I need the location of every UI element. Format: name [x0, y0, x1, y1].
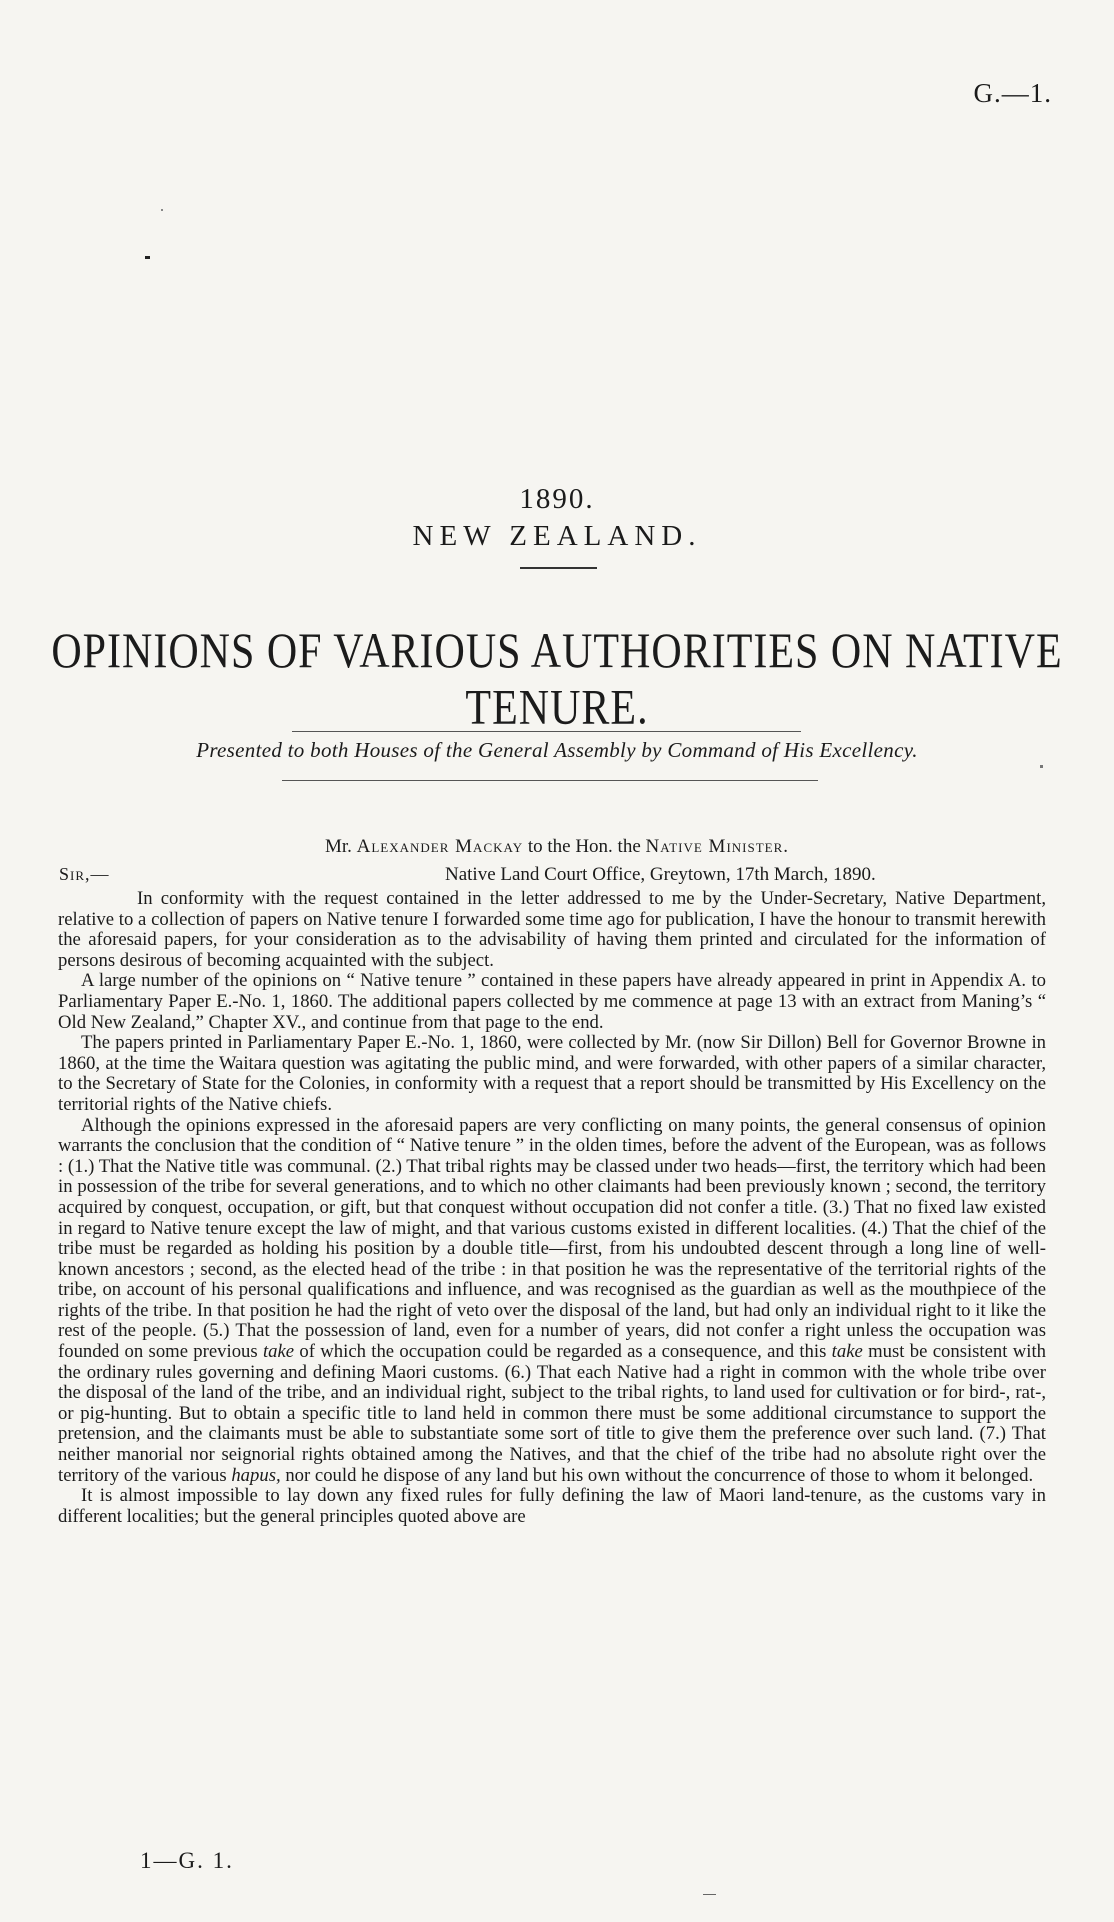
- text-run: must be consistent with the ordinary rules governing and defining Maori customs. (6.) That each Native had a right in common with the whole tribe over the disposal of the land of the tribe, and an individual right, subject to the tribal rights, to land used for cultivation or for bird-, rat-, or pig-hunting. But to obtain a specific title to land held in common there must be some additional circumstance to support the pretension, and the claimants must be able to substantiate some sort of title to give them the preference over such land. (7.) That neither manorial nor seignorial rights obtained among the Natives, and that the chief of the tribe had no absolute right over the territory of the various: [58, 1341, 1046, 1486]
- ink-speck: [1040, 765, 1043, 768]
- dateline: Native Land Court Office, Greytown, 17th March, 1890.: [445, 864, 876, 885]
- letter-heading: [0, 836, 1114, 858]
- ink-speck: [703, 1894, 716, 1895]
- sender-title: Mr.: [324, 836, 352, 857]
- country: NEW ZEALAND.: [412, 520, 702, 552]
- divider: [520, 567, 597, 569]
- paragraph: A large number of the opinions on “ Native tenure ” contained in these papers have already appeared in print in Appendix A. to Parliamentary Paper E.-No. 1, 1860. The additional papers collected by me commence at page 13 with an extract from Maning’s “ Old New Zealand,” Chapter XV., and continue from that page to the end.: [58, 970, 1046, 1033]
- paragraph: [58, 1116, 1046, 1487]
- recipient-name: Native Minister.: [645, 836, 790, 857]
- paragraph: In conformity with the request contained in the letter addressed to me by the Under-Secretary, Native Department, relative to a collection of papers on Native tenure I forwarded some time ago for publication, I have the honour to transmit herewith the aforesaid papers, for your consideration as to the advisability of having them printed and circulated for the information of persons desirous of becoming acquainted with the subject.: [58, 888, 1046, 971]
- salutation: Sir,—: [59, 864, 110, 884]
- recipient-prefix: to the Hon. the: [527, 836, 641, 857]
- text-run: of which the occupation could be regarded as a consequence, and this: [299, 1341, 827, 1363]
- sender-name: Alexander Mackay: [356, 836, 524, 857]
- maori-term: take: [831, 1341, 863, 1363]
- presentation-line: Presented to both Houses of the General Assembly by Command of His Excellency.: [196, 738, 918, 762]
- paragraph: It is almost impossible to lay down any fixed rules for fully defining the law of Maori land-tenure, as the customs vary in different localities; but the general principles quoted above are: [58, 1485, 1046, 1527]
- divider: [282, 780, 818, 781]
- ink-speck: [161, 209, 163, 211]
- text-run: Although the opinions expressed in the aforesaid papers are very conflicting on many points, the general consensus of opinion warrants the conclusion that the condition of “ Native tenure ” in the olden times, before the advent of the European, was as follows : (1.) That the Native title was communal. (2.) That tribal rights may be classed under two heads—first, the territory which had been in possession of the tribe for several generations, and to which no other claimants had been previously known ; second, the territory acquired by conquest, occupation, or gift, but that conquest without occupation did not confer a title. (3.) That no fixed law existed in regard to Native tenure except the law of might, and that various customs existed in different localities. (4.) That the chief of the tribe must be regarded as holding his position by a double title—first, from his undoubted descent through a long line of well-known ancestors ; second, as the elected head of the tribe : in that position he was the representative of the territorial rights of the tribe, on account of his personal qualifications and influence, and was recognised as the guardian as well as the mouthpiece of the rights of the tribe. In that position he had the right of veto over the disposal of the land, but had only an individual right to it like the rest of the people. (5.) That the possession of land, even for a number of years, did not confer a right unless the occupation was founded on some previous: [58, 1114, 1046, 1363]
- page-signature: 1—G. 1.: [140, 1848, 234, 1873]
- maori-term: hapus,: [231, 1464, 281, 1486]
- letter-body: [58, 889, 1046, 1527]
- document-id: G.—1.: [973, 78, 1052, 108]
- maori-term: take: [262, 1341, 295, 1363]
- document-title: OPINIONS OF VARIOUS AUTHORITIES ON NATIVE TENURE.: [51, 624, 1063, 736]
- ink-speck: [145, 256, 150, 259]
- year: 1890.: [519, 483, 595, 515]
- paragraph: The papers printed in Parliamentary Paper E.-No. 1, 1860, were collected by Mr. (now Sir Dillon) Bell for Governor Browne in 1860, at the time the Waitara question was agitating the public mind, and were forwarded, with other papers of a similar character, to the Secretary of State for the Colonies, in conformity with a request that a report should be transmitted by His Excellency on the territorial rights of the Native chiefs.: [58, 1032, 1046, 1115]
- divider: [292, 731, 801, 732]
- text-run: nor could he dispose of any land but his own without the concurrence of those to whom it belonged.: [285, 1464, 1034, 1486]
